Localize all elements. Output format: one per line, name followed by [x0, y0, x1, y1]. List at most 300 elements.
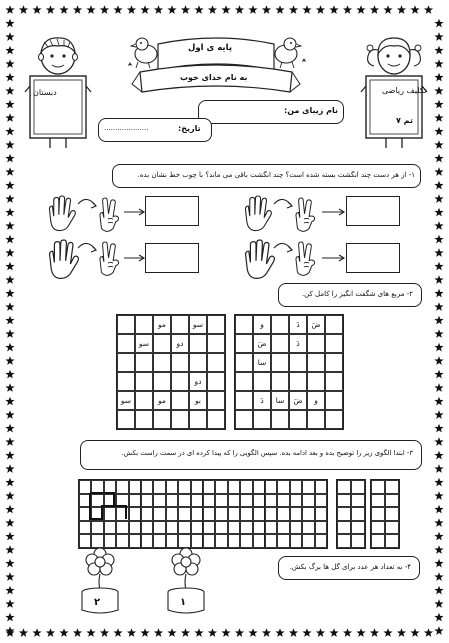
pattern-grid-6[interactable]	[370, 479, 400, 549]
pattern-cell	[371, 494, 385, 508]
q1-prompt: ۱- از هر دست چند انگشت بسته شده است؟ چند انگشت باقی می ماند؟ با چوب خط نشان بده.	[137, 171, 415, 179]
border-star	[275, 5, 284, 14]
grid-cell[interactable]: مو	[153, 315, 171, 334]
border-star	[289, 5, 298, 14]
border-star	[434, 167, 443, 176]
grid-cell[interactable]: دَ	[253, 391, 271, 410]
grid-cell[interactable]	[307, 334, 325, 353]
border-star	[383, 628, 392, 637]
pattern-cell	[385, 494, 399, 508]
border-star	[194, 628, 203, 637]
border-star	[140, 628, 149, 637]
border-star	[262, 628, 271, 637]
pattern-cell	[351, 494, 365, 508]
grid-cell[interactable]	[153, 410, 171, 429]
grid-cell[interactable]	[207, 334, 225, 353]
grid-cell[interactable]	[271, 315, 289, 334]
border-star	[434, 545, 443, 554]
pattern-cell	[351, 521, 365, 535]
border-star	[5, 154, 14, 163]
counting-hand-icon	[296, 242, 315, 275]
border-star	[100, 5, 109, 14]
border-star	[5, 86, 14, 95]
pattern-grid-2[interactable]	[140, 479, 204, 549]
pattern-cell	[337, 521, 351, 535]
border-star	[5, 127, 14, 136]
pattern-cell	[290, 534, 302, 548]
grid-cell[interactable]	[271, 410, 289, 429]
border-star	[5, 383, 14, 392]
pattern-cell	[215, 534, 227, 548]
border-star	[434, 275, 443, 284]
name-label: نام زیبای من:	[284, 106, 339, 115]
border-star	[370, 5, 379, 14]
pot-number-right: ۱	[180, 597, 187, 608]
border-star	[167, 5, 176, 14]
border-star	[5, 181, 14, 190]
border-star	[434, 113, 443, 122]
pattern-cell	[141, 480, 153, 494]
q1-answer-box-2[interactable]	[145, 243, 199, 273]
grid-cell[interactable]: ضَ	[289, 391, 307, 410]
pattern-cell	[277, 507, 289, 521]
border-star	[5, 545, 14, 554]
pattern-cell	[240, 534, 252, 548]
border-star	[194, 5, 203, 14]
border-star	[434, 181, 443, 190]
pattern-cell	[240, 494, 252, 508]
grid-cell[interactable]	[235, 334, 253, 353]
border-star	[140, 5, 149, 14]
border-star	[19, 628, 28, 637]
grid-cell[interactable]	[325, 353, 343, 372]
grid-cell[interactable]	[271, 353, 289, 372]
pattern-cell	[302, 521, 314, 535]
counting-hand-icon	[100, 198, 119, 231]
border-star	[5, 628, 14, 637]
grid-cell[interactable]	[153, 353, 171, 372]
border-star	[434, 518, 443, 527]
border-star	[73, 5, 82, 14]
grid-cell[interactable]: سا	[271, 391, 289, 410]
grid-cell[interactable]	[207, 372, 225, 391]
border-star	[46, 628, 55, 637]
border-star	[5, 505, 14, 514]
border-star	[434, 127, 443, 136]
pattern-grid-3[interactable]	[202, 479, 266, 549]
pattern-cell	[228, 521, 240, 535]
date-dots: ....................	[104, 124, 149, 132]
pattern-cell	[215, 494, 227, 508]
border-star	[329, 628, 338, 637]
border-star	[343, 5, 352, 14]
pattern-cell	[141, 521, 153, 535]
grid-cell[interactable]: و	[253, 315, 271, 334]
pattern-cell	[351, 480, 365, 494]
pattern-cell	[302, 534, 314, 548]
border-star	[434, 559, 443, 568]
border-star	[434, 329, 443, 338]
border-star	[221, 628, 230, 637]
pattern-cell	[178, 480, 190, 494]
border-star	[434, 532, 443, 541]
border-star	[5, 343, 14, 352]
grid-cell[interactable]: بو	[189, 391, 207, 410]
grid-cell[interactable]	[135, 391, 153, 410]
grid-cell[interactable]	[153, 334, 171, 353]
border-star	[5, 113, 14, 122]
pattern-cell	[228, 534, 240, 548]
pattern-cell	[302, 507, 314, 521]
grid-cell[interactable]	[207, 391, 225, 410]
border-star	[167, 628, 176, 637]
border-star	[113, 628, 122, 637]
border-star	[5, 248, 14, 257]
border-star	[316, 5, 325, 14]
border-star	[5, 289, 14, 298]
pattern-cell	[371, 507, 385, 521]
border-star	[5, 59, 14, 68]
grid-cell[interactable]	[289, 353, 307, 372]
border-star	[434, 505, 443, 514]
pattern-cell	[178, 521, 190, 535]
border-star	[262, 5, 271, 14]
grid-cell[interactable]	[307, 353, 325, 372]
border-star	[434, 451, 443, 460]
border-star	[424, 628, 433, 637]
pattern-cell	[240, 507, 252, 521]
border-star	[434, 586, 443, 595]
pattern-cell	[315, 534, 327, 548]
border-star	[5, 559, 14, 568]
border-star	[5, 518, 14, 527]
grade-title: پایه ی اول	[188, 43, 233, 53]
pattern-cell	[141, 534, 153, 548]
grid-cell[interactable]: دو	[189, 372, 207, 391]
pattern-cell	[153, 480, 165, 494]
pattern-cell	[141, 494, 153, 508]
border-star	[343, 628, 352, 637]
border-star	[434, 302, 443, 311]
grid-cell[interactable]	[189, 334, 207, 353]
border-star	[19, 5, 28, 14]
grid-cell[interactable]	[117, 353, 135, 372]
grid-cell[interactable]	[235, 410, 253, 429]
border-star	[302, 5, 311, 14]
border-star	[32, 628, 41, 637]
border-star	[235, 5, 244, 14]
pattern-cell	[277, 480, 289, 494]
grid-cell[interactable]	[325, 410, 343, 429]
border-star	[5, 532, 14, 541]
grid-cell[interactable]: سا	[253, 353, 271, 372]
pattern-cell	[203, 507, 215, 521]
grid-cell[interactable]: دو	[171, 334, 189, 353]
border-star	[434, 86, 443, 95]
pattern-cell	[290, 494, 302, 508]
border-star	[59, 5, 68, 14]
border-star	[248, 628, 257, 637]
border-star	[5, 167, 14, 176]
pattern-cell	[371, 480, 385, 494]
grid-cell[interactable]	[189, 410, 207, 429]
border-star	[154, 5, 163, 14]
border-star	[434, 437, 443, 446]
magic-square-left	[116, 314, 226, 430]
grid-cell[interactable]	[289, 410, 307, 429]
border-star	[434, 248, 443, 257]
grid-cell[interactable]	[135, 353, 153, 372]
pattern-grid-5[interactable]	[336, 479, 366, 549]
pattern-cell	[215, 521, 227, 535]
border-star	[356, 5, 365, 14]
border-star	[370, 628, 379, 637]
grid-cell[interactable]	[307, 410, 325, 429]
grid-cell[interactable]	[135, 315, 153, 334]
pattern-cell	[240, 480, 252, 494]
open-hand-icon	[49, 196, 75, 231]
border-star	[434, 262, 443, 271]
pattern-cell	[277, 521, 289, 535]
q1-answer-box-4[interactable]	[346, 243, 400, 273]
border-star	[5, 262, 14, 271]
school-label: دبستان	[33, 88, 57, 97]
grid-cell[interactable]: سو	[189, 315, 207, 334]
grid-cell[interactable]	[117, 372, 135, 391]
grid-cell[interactable]	[207, 315, 225, 334]
pattern-cell	[265, 521, 277, 535]
border-star	[5, 626, 14, 635]
pattern-cell	[337, 507, 351, 521]
pattern-cell	[265, 534, 277, 548]
grid-cell[interactable]	[171, 372, 189, 391]
border-star	[434, 73, 443, 82]
border-star	[5, 586, 14, 595]
border-star	[221, 5, 230, 14]
grid-cell[interactable]	[271, 334, 289, 353]
border-star	[329, 5, 338, 14]
pattern-cell	[153, 507, 165, 521]
pot-number-left: ۲	[94, 597, 101, 608]
border-star	[5, 46, 14, 55]
border-star	[5, 275, 14, 284]
border-star	[410, 628, 419, 637]
border-star	[434, 100, 443, 109]
border-star	[113, 5, 122, 14]
magic-square-right	[234, 314, 344, 430]
grid-cell[interactable]	[271, 372, 289, 391]
border-star	[434, 410, 443, 419]
border-star	[434, 194, 443, 203]
grid-cell[interactable]	[253, 372, 271, 391]
grid-cell[interactable]: ضَ	[307, 315, 325, 334]
border-star	[100, 628, 109, 637]
pattern-cell	[337, 480, 351, 494]
pattern-cell	[337, 494, 351, 508]
grid-cell[interactable]	[207, 410, 225, 429]
grid-cell[interactable]: سو	[117, 391, 135, 410]
border-star	[289, 628, 298, 637]
border-star	[5, 221, 14, 230]
pattern-cell	[166, 480, 178, 494]
grid-cell[interactable]: دَ	[289, 315, 307, 334]
grid-cell[interactable]	[325, 372, 343, 391]
border-star	[235, 628, 244, 637]
border-star	[181, 5, 190, 14]
grid-cell[interactable]	[235, 372, 253, 391]
border-star	[5, 329, 14, 338]
border-star	[434, 19, 443, 28]
pattern-cell	[351, 534, 365, 548]
border-star	[32, 5, 41, 14]
border-star	[434, 154, 443, 163]
border-star	[434, 221, 443, 230]
counting-hand-icon	[100, 242, 119, 275]
grid-cell[interactable]	[135, 410, 153, 429]
grid-cell[interactable]	[135, 372, 153, 391]
border-star	[302, 628, 311, 637]
open-hand-icon	[246, 240, 275, 278]
border-star	[5, 194, 14, 203]
pattern-cell	[166, 494, 178, 508]
border-star	[5, 208, 14, 217]
pattern-cell	[166, 507, 178, 521]
grid-cell[interactable]	[235, 353, 253, 372]
pattern-cell	[203, 480, 215, 494]
grid-cell[interactable]	[171, 391, 189, 410]
grid-cell[interactable]	[235, 391, 253, 410]
border-star	[5, 302, 14, 311]
border-star	[434, 599, 443, 608]
border-star	[86, 628, 95, 637]
pattern-cell	[166, 521, 178, 535]
border-star	[5, 370, 14, 379]
border-star	[5, 437, 14, 446]
grid-cell[interactable]	[171, 315, 189, 334]
pattern-cell	[385, 507, 399, 521]
pattern-cell	[153, 494, 165, 508]
border-star	[434, 424, 443, 433]
pattern-cell	[153, 521, 165, 535]
border-star	[434, 383, 443, 392]
border-star	[356, 628, 365, 637]
pattern-cell	[178, 507, 190, 521]
pattern-cell	[315, 480, 327, 494]
banner-with-birds	[118, 32, 314, 96]
border-star	[5, 572, 14, 581]
border-star	[5, 451, 14, 460]
grid-cell[interactable]	[253, 410, 271, 429]
border-star	[127, 5, 136, 14]
pattern-cell	[351, 507, 365, 521]
pattern-cell	[240, 521, 252, 535]
grid-cell[interactable]: مو	[153, 391, 171, 410]
border-star	[434, 289, 443, 298]
border-star	[316, 628, 325, 637]
grid-cell[interactable]: ضَ	[253, 334, 271, 353]
counting-hand-icon	[296, 198, 315, 231]
pattern-cell	[277, 494, 289, 508]
pattern-example-path	[78, 479, 140, 547]
border-star	[208, 628, 217, 637]
grid-cell[interactable]: سو	[135, 334, 153, 353]
pattern-cell	[215, 480, 227, 494]
border-star	[434, 140, 443, 149]
grid-cell[interactable]	[289, 372, 307, 391]
border-star	[248, 5, 257, 14]
border-star	[5, 100, 14, 109]
homework-title: تکلیف ریاضی	[382, 86, 427, 95]
grid-cell[interactable]	[171, 410, 189, 429]
border-star	[5, 140, 14, 149]
border-star	[5, 599, 14, 608]
border-star	[5, 410, 14, 419]
q4-prompt: ۴- به تعداد هر عدد برای گل ها برگ بکش.	[289, 563, 411, 571]
border-star	[410, 5, 419, 14]
border-star	[424, 5, 433, 14]
border-star	[397, 628, 406, 637]
border-star	[434, 572, 443, 581]
opening-title: به نام خدای خوب	[180, 73, 248, 82]
pattern-cell	[302, 480, 314, 494]
pattern-cell	[385, 521, 399, 535]
grid-cell[interactable]	[117, 315, 135, 334]
grid-cell[interactable]	[117, 334, 135, 353]
grid-cell[interactable]: و	[307, 391, 325, 410]
border-star	[434, 356, 443, 365]
border-star	[127, 628, 136, 637]
grid-cell[interactable]	[117, 410, 135, 429]
border-star	[434, 343, 443, 352]
border-star	[383, 5, 392, 14]
grid-cell[interactable]	[307, 372, 325, 391]
border-star	[5, 397, 14, 406]
q1-answer-box-3[interactable]	[346, 196, 400, 226]
date-label: تاریخ:	[178, 124, 201, 133]
border-star	[5, 464, 14, 473]
pattern-cell	[265, 480, 277, 494]
border-star	[434, 613, 443, 622]
border-star	[434, 235, 443, 244]
pattern-cell	[315, 521, 327, 535]
grid-cell[interactable]	[325, 334, 343, 353]
grid-cell[interactable]	[325, 391, 343, 410]
q1-answer-box-1[interactable]	[145, 196, 199, 226]
theme-number: تم ۷	[396, 116, 413, 125]
border-star	[5, 5, 14, 14]
q3-prompt: ۳- ابتدا الگوی زیر را توضیح بده و بعد ادامه بده. سپس الگویی را که پیدا کرده ای در سمت راست بکش.	[121, 449, 413, 457]
border-star	[434, 491, 443, 500]
grid-cell[interactable]	[325, 315, 343, 334]
pattern-cell	[228, 494, 240, 508]
pattern-cell	[215, 507, 227, 521]
grid-cell[interactable]	[171, 353, 189, 372]
border-star	[5, 19, 14, 28]
grid-cell[interactable]: دَ	[289, 334, 307, 353]
border-star	[434, 397, 443, 406]
pattern-cell	[203, 494, 215, 508]
border-star	[46, 5, 55, 14]
grid-cell[interactable]	[189, 353, 207, 372]
pattern-grid-4[interactable]	[264, 479, 328, 549]
grid-cell[interactable]	[153, 372, 171, 391]
pattern-cell	[228, 480, 240, 494]
pattern-cell	[265, 494, 277, 508]
border-star	[434, 478, 443, 487]
grid-cell[interactable]	[235, 315, 253, 334]
grid-cell[interactable]	[207, 353, 225, 372]
open-hand-icon	[50, 240, 79, 278]
